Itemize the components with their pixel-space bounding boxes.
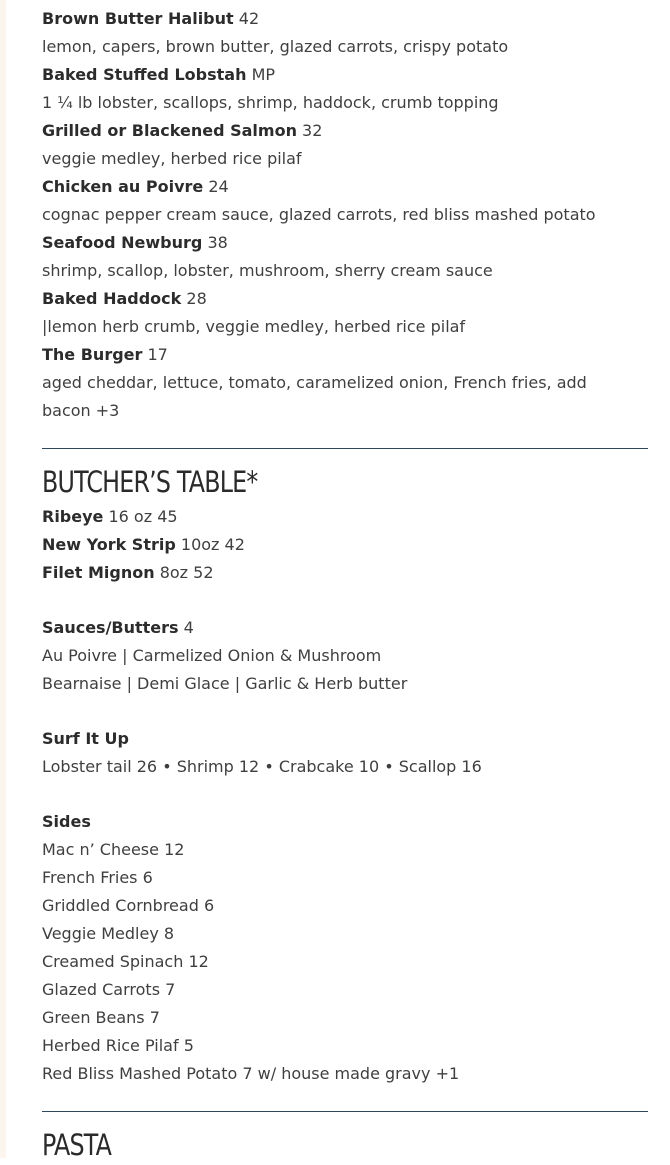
steak-name: New York Strip [42,535,176,554]
sauces-price: 4 [183,618,194,637]
sauces-name: Sauces/Butters [42,618,179,637]
section-title-pasta: PASTA [42,1128,112,1162]
menu-item-price: 24 [208,177,229,196]
surf-name: Surf It Up [42,729,129,748]
menu-item [42,5,648,61]
menu-item [42,61,648,117]
menu-item-price: 42 [238,9,260,28]
side-item: Griddled Cornbread 6 [42,896,215,915]
steak-name: Ribeye [42,507,104,526]
sauces-line: Bearnaise | Demi Glace | Garlic & Herb butter [42,674,408,693]
steak-detail: 16 oz 45 [108,507,178,526]
surf-heading [42,725,648,753]
menu-item-price: 17 [147,345,168,364]
sauces-heading [42,614,648,642]
surf-line: Lobster tail 26 • Shrimp 12 • Crabcake 10 • Scallop 16 [42,757,482,776]
menu-item-price: 38 [207,233,228,252]
menu-item-description: 1 ¼ lb lobster, scallops, shrimp, haddock, crumb topping [42,93,499,112]
menu-item-name: Chicken au Poivre [42,177,204,196]
steak-name: Filet Mignon [42,563,155,582]
menu-item-price: 32 [302,121,323,140]
sides-name: Sides [42,812,91,831]
steak-item [42,559,648,587]
menu-item [42,229,648,285]
menu-item-description: lemon, capers, brown butter, glazed carrots, crispy potato [42,37,509,56]
sides-heading [42,808,648,836]
side-item: Creamed Spinach 12 [42,952,209,971]
menu-item-description: veggie medley, herbed rice pilaf [42,149,302,168]
menu-item-price: MP [251,65,276,84]
steak-detail: 10oz 42 [180,535,245,554]
menu-item-description: aged cheddar, lettuce, tomato, caramelized onion, French fries, add bacon +3 [42,373,587,420]
steak-detail: 8oz 52 [159,563,214,582]
menu-item [42,173,648,229]
menu-item-name: The Burger [42,345,143,364]
menu-content [42,5,648,1165]
steak-item [42,531,648,559]
section-title-butchers-table: BUTCHER’S TABLE* [42,465,258,499]
menu-item-description: cognac pepper cream sauce, glazed carrots, red bliss mashed potato [42,205,596,224]
side-item: Glazed Carrots 7 [42,980,176,999]
page-edge-strip [0,0,6,1158]
side-item: French Fries 6 [42,868,153,887]
menu-item-description: shrimp, scallop, lobster, mushroom, sherry cream sauce [42,261,493,280]
menu-item-name: Brown Butter Halibut [42,9,234,28]
side-item: Green Beans 7 [42,1008,160,1027]
menu-item [42,341,648,425]
sauces-line: Au Poivre | Carmelized Onion & Mushroom [42,646,382,665]
side-item: Herbed Rice Pilaf 5 [42,1036,194,1055]
menu-item-description: |lemon herb crumb, veggie medley, herbed rice pilaf [42,317,466,336]
menu-item-name: Seafood Newburg [42,233,203,252]
menu-item [42,285,648,341]
menu-item-name: Grilled or Blackened Salmon [42,121,297,140]
steak-item [42,503,648,531]
side-item: Veggie Medley 8 [42,924,175,943]
side-item: Mac n’ Cheese 12 [42,840,185,859]
menu-item-price: 28 [186,289,207,308]
menu-item-name: Baked Stuffed Lobstah [42,65,247,84]
side-item: Red Bliss Mashed Potato 7 w/ house made gravy +1 [42,1064,460,1083]
menu-item-name: Baked Haddock [42,289,182,308]
menu-item [42,117,648,173]
